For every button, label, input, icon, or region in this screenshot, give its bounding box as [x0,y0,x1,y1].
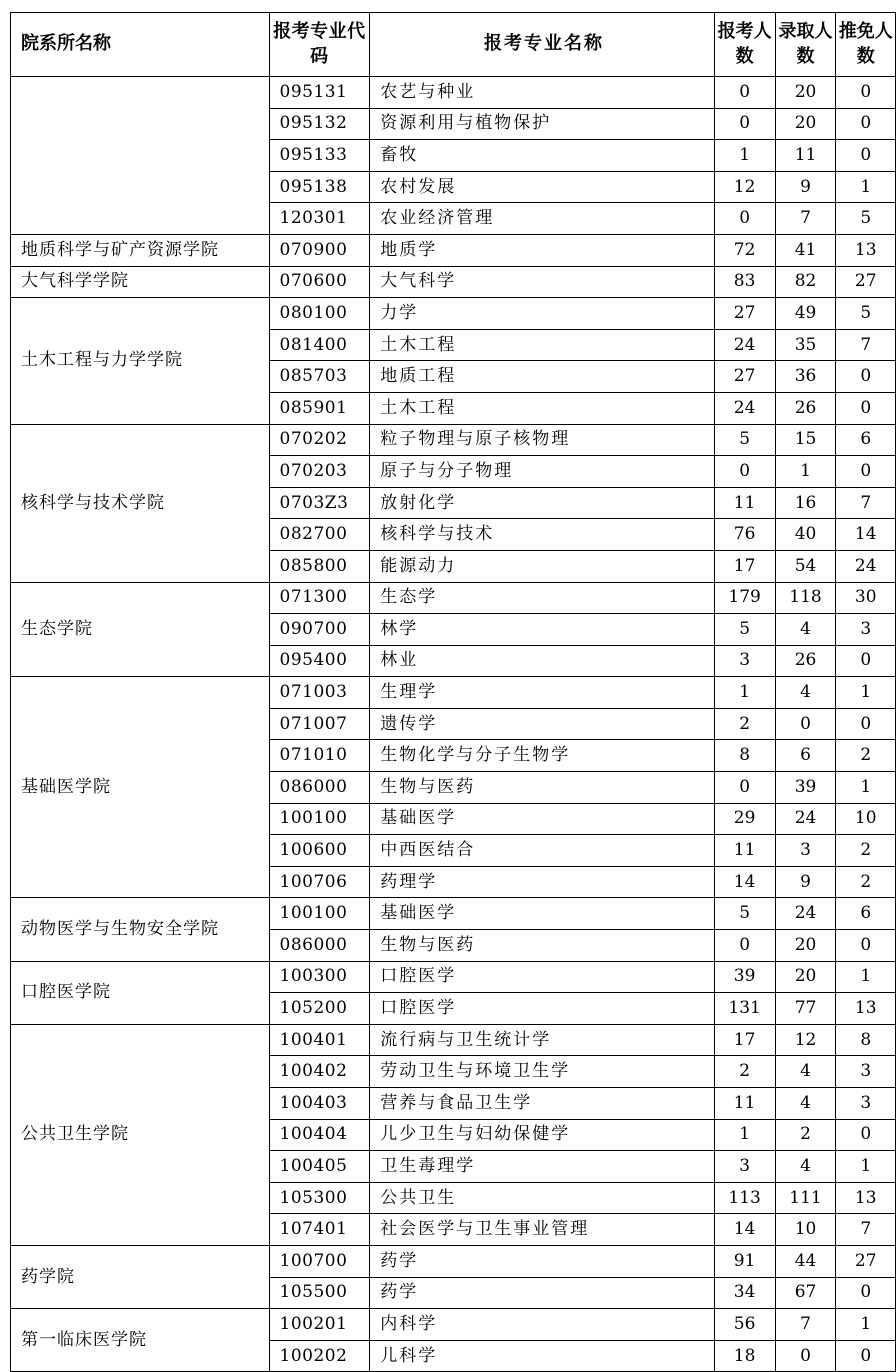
apply-count-cell: 91 [714,1245,775,1277]
admit-count-cell: 20 [775,961,836,993]
exempt-count-cell: 6 [836,898,896,930]
apply-count-cell: 11 [714,1088,775,1120]
code-cell: 105500 [269,1277,370,1309]
exempt-count-cell: 2 [836,740,896,772]
apply-count-cell: 0 [714,456,775,488]
major-name-cell: 畜牧 [370,140,714,172]
major-name-cell: 农业经济管理 [370,203,714,235]
header-code: 报考专业代码 [269,13,370,77]
apply-count-cell: 5 [714,424,775,456]
table-body [11,77,896,1372]
code-cell: 100404 [269,1119,370,1151]
dept-cell: 核科学与技术学院 [11,424,270,582]
apply-count-cell: 0 [714,203,775,235]
major-name-cell: 社会医学与卫生事业管理 [370,1214,714,1246]
major-name-cell: 生物与医药 [370,930,714,962]
exempt-count-cell: 2 [836,835,896,867]
major-name-cell: 内科学 [370,1309,714,1341]
apply-count-cell: 56 [714,1309,775,1341]
apply-count-cell: 113 [714,1182,775,1214]
admit-count-cell: 49 [775,298,836,330]
exempt-count-cell: 1 [836,1309,896,1341]
header-admit: 录取人数 [775,13,836,77]
admit-count-cell: 0 [775,1340,836,1372]
exempt-count-cell: 5 [836,203,896,235]
apply-count-cell: 1 [714,140,775,172]
admit-count-cell: 67 [775,1277,836,1309]
major-name-cell: 力学 [370,298,714,330]
exempt-count-cell: 7 [836,1214,896,1246]
apply-count-cell: 17 [714,550,775,582]
exempt-count-cell: 6 [836,424,896,456]
table-row [11,898,896,930]
apply-count-cell: 131 [714,993,775,1025]
apply-count-cell: 83 [714,266,775,298]
exempt-count-cell: 0 [836,77,896,109]
apply-count-cell: 39 [714,961,775,993]
admit-count-cell: 4 [775,1151,836,1183]
exempt-count-cell: 0 [836,1277,896,1309]
code-cell: 100600 [269,835,370,867]
table-row [11,424,896,456]
admit-count-cell: 9 [775,866,836,898]
admit-count-cell: 20 [775,77,836,109]
exempt-count-cell: 1 [836,772,896,804]
exempt-count-cell: 24 [836,550,896,582]
dept-cell [11,77,270,235]
code-cell: 071300 [269,582,370,614]
apply-count-cell: 17 [714,1024,775,1056]
exempt-count-cell: 1 [836,961,896,993]
major-name-cell: 放射化学 [370,487,714,519]
table-row [11,582,896,614]
admissions-table-container [10,12,896,1372]
apply-count-cell: 24 [714,329,775,361]
admit-count-cell: 2 [775,1119,836,1151]
admit-count-cell: 82 [775,266,836,298]
code-cell: 082700 [269,519,370,551]
admit-count-cell: 9 [775,171,836,203]
dept-cell: 土木工程与力学学院 [11,298,270,424]
exempt-count-cell: 30 [836,582,896,614]
major-name-cell: 中西医结合 [370,835,714,867]
code-cell: 105200 [269,993,370,1025]
admit-count-cell: 7 [775,1309,836,1341]
exempt-count-cell: 8 [836,1024,896,1056]
admit-count-cell: 4 [775,614,836,646]
apply-count-cell: 76 [714,519,775,551]
major-name-cell: 生理学 [370,677,714,709]
code-cell: 095132 [269,108,370,140]
code-cell: 071007 [269,708,370,740]
major-name-cell: 口腔医学 [370,993,714,1025]
major-name-cell: 核科学与技术 [370,519,714,551]
exempt-count-cell: 7 [836,329,896,361]
exempt-count-cell: 2 [836,866,896,898]
dept-cell: 公共卫生学院 [11,1024,270,1245]
exempt-count-cell: 0 [836,140,896,172]
dept-cell: 基础医学院 [11,677,270,898]
header-exempt: 推免人数 [836,13,896,77]
apply-count-cell: 1 [714,1119,775,1151]
apply-count-cell: 0 [714,77,775,109]
code-cell: 100100 [269,898,370,930]
admit-count-cell: 12 [775,1024,836,1056]
apply-count-cell: 12 [714,171,775,203]
admit-count-cell: 7 [775,203,836,235]
admit-count-cell: 11 [775,140,836,172]
table-row [11,298,896,330]
code-cell: 095133 [269,140,370,172]
exempt-count-cell: 0 [836,456,896,488]
admit-count-cell: 35 [775,329,836,361]
major-name-cell: 能源动力 [370,550,714,582]
code-cell: 070600 [269,266,370,298]
major-name-cell: 营养与食品卫生学 [370,1088,714,1120]
admit-count-cell: 41 [775,234,836,266]
major-name-cell: 农艺与种业 [370,77,714,109]
apply-count-cell: 72 [714,234,775,266]
apply-count-cell: 2 [714,1056,775,1088]
admissions-table [10,12,896,1372]
major-name-cell: 口腔医学 [370,961,714,993]
major-name-cell: 地质工程 [370,361,714,393]
admit-count-cell: 20 [775,108,836,140]
apply-count-cell: 14 [714,866,775,898]
apply-count-cell: 29 [714,803,775,835]
exempt-count-cell: 0 [836,361,896,393]
exempt-count-cell: 5 [836,298,896,330]
admit-count-cell: 39 [775,772,836,804]
exempt-count-cell: 3 [836,1088,896,1120]
apply-count-cell: 11 [714,487,775,519]
major-name-cell: 粒子物理与原子核物理 [370,424,714,456]
apply-count-cell: 24 [714,392,775,424]
code-cell: 095131 [269,77,370,109]
apply-count-cell: 14 [714,1214,775,1246]
code-cell: 095138 [269,171,370,203]
code-cell: 085901 [269,392,370,424]
apply-count-cell: 27 [714,361,775,393]
exempt-count-cell: 0 [836,645,896,677]
header-apply: 报考人数 [714,13,775,77]
major-name-cell: 药学 [370,1245,714,1277]
code-cell: 100405 [269,1151,370,1183]
table-row [11,77,896,109]
exempt-count-cell: 3 [836,1056,896,1088]
code-cell: 085800 [269,550,370,582]
major-name-cell: 资源利用与植物保护 [370,108,714,140]
code-cell: 086000 [269,772,370,804]
major-name-cell: 药学 [370,1277,714,1309]
code-cell: 100700 [269,1245,370,1277]
dept-cell: 生态学院 [11,582,270,677]
major-name-cell: 生态学 [370,582,714,614]
apply-count-cell: 0 [714,108,775,140]
table-row [11,677,896,709]
apply-count-cell: 11 [714,835,775,867]
exempt-count-cell: 13 [836,1182,896,1214]
major-name-cell: 基础医学 [370,803,714,835]
code-cell: 090700 [269,614,370,646]
dept-cell: 药学院 [11,1245,270,1308]
exempt-count-cell: 0 [836,1119,896,1151]
dept-cell: 动物医学与生物安全学院 [11,898,270,961]
exempt-count-cell: 7 [836,487,896,519]
exempt-count-cell: 10 [836,803,896,835]
major-name-cell: 生物化学与分子生物学 [370,740,714,772]
table-row [11,961,896,993]
code-cell: 080100 [269,298,370,330]
dept-cell: 第一临床医学院 [11,1309,270,1372]
admit-count-cell: 0 [775,708,836,740]
exempt-count-cell: 0 [836,108,896,140]
major-name-cell: 药理学 [370,866,714,898]
apply-count-cell: 5 [714,898,775,930]
apply-count-cell: 179 [714,582,775,614]
code-cell: 100403 [269,1088,370,1120]
major-name-cell: 土木工程 [370,329,714,361]
major-name-cell: 基础医学 [370,898,714,930]
exempt-count-cell: 13 [836,234,896,266]
apply-count-cell: 8 [714,740,775,772]
major-name-cell: 儿科学 [370,1340,714,1372]
table-row [11,234,896,266]
dept-cell: 大气科学学院 [11,266,270,298]
code-cell: 105300 [269,1182,370,1214]
dept-cell: 口腔医学院 [11,961,270,1024]
apply-count-cell: 27 [714,298,775,330]
apply-count-cell: 0 [714,772,775,804]
code-cell: 070900 [269,234,370,266]
apply-count-cell: 1 [714,677,775,709]
admit-count-cell: 1 [775,456,836,488]
apply-count-cell: 34 [714,1277,775,1309]
code-cell: 085703 [269,361,370,393]
major-name-cell: 儿少卫生与妇幼保健学 [370,1119,714,1151]
apply-count-cell: 0 [714,930,775,962]
admit-count-cell: 24 [775,898,836,930]
admit-count-cell: 111 [775,1182,836,1214]
code-cell: 086000 [269,930,370,962]
code-cell: 0703Z3 [269,487,370,519]
code-cell: 100201 [269,1309,370,1341]
dept-cell: 地质科学与矿产资源学院 [11,234,270,266]
major-name-cell: 生物与医药 [370,772,714,804]
exempt-count-cell: 1 [836,171,896,203]
table-row [11,1309,896,1341]
code-cell: 100100 [269,803,370,835]
exempt-count-cell: 14 [836,519,896,551]
major-name-cell: 劳动卫生与环境卫生学 [370,1056,714,1088]
admit-count-cell: 3 [775,835,836,867]
major-name-cell: 遗传学 [370,708,714,740]
code-cell: 100300 [269,961,370,993]
header-dept: 院系所名称 [11,13,270,77]
admit-count-cell: 26 [775,645,836,677]
exempt-count-cell: 3 [836,614,896,646]
code-cell: 071010 [269,740,370,772]
exempt-count-cell: 1 [836,1151,896,1183]
code-cell: 100402 [269,1056,370,1088]
major-name-cell: 林业 [370,645,714,677]
exempt-count-cell: 0 [836,392,896,424]
code-cell: 120301 [269,203,370,235]
major-name-cell: 原子与分子物理 [370,456,714,488]
apply-count-cell: 5 [714,614,775,646]
apply-count-cell: 18 [714,1340,775,1372]
header-name: 报考专业名称 [370,13,714,77]
admit-count-cell: 6 [775,740,836,772]
admit-count-cell: 118 [775,582,836,614]
code-cell: 107401 [269,1214,370,1246]
admit-count-cell: 4 [775,1056,836,1088]
exempt-count-cell: 13 [836,993,896,1025]
table-row [11,266,896,298]
admit-count-cell: 16 [775,487,836,519]
admit-count-cell: 24 [775,803,836,835]
major-name-cell: 农村发展 [370,171,714,203]
exempt-count-cell: 1 [836,677,896,709]
admit-count-cell: 44 [775,1245,836,1277]
apply-count-cell: 3 [714,1151,775,1183]
code-cell: 100401 [269,1024,370,1056]
code-cell: 100706 [269,866,370,898]
code-cell: 070203 [269,456,370,488]
apply-count-cell: 2 [714,708,775,740]
admit-count-cell: 10 [775,1214,836,1246]
major-name-cell: 土木工程 [370,392,714,424]
table-header-row [11,13,896,77]
admit-count-cell: 4 [775,1088,836,1120]
admit-count-cell: 36 [775,361,836,393]
major-name-cell: 公共卫生 [370,1182,714,1214]
admit-count-cell: 77 [775,993,836,1025]
admit-count-cell: 20 [775,930,836,962]
major-name-cell: 卫生毒理学 [370,1151,714,1183]
exempt-count-cell: 0 [836,930,896,962]
exempt-count-cell: 0 [836,708,896,740]
major-name-cell: 地质学 [370,234,714,266]
code-cell: 071003 [269,677,370,709]
table-row [11,1024,896,1056]
apply-count-cell: 3 [714,645,775,677]
code-cell: 070202 [269,424,370,456]
admit-count-cell: 40 [775,519,836,551]
exempt-count-cell: 27 [836,266,896,298]
admit-count-cell: 26 [775,392,836,424]
admit-count-cell: 15 [775,424,836,456]
major-name-cell: 林学 [370,614,714,646]
exempt-count-cell: 27 [836,1245,896,1277]
code-cell: 100202 [269,1340,370,1372]
code-cell: 095400 [269,645,370,677]
major-name-cell: 大气科学 [370,266,714,298]
major-name-cell: 流行病与卫生统计学 [370,1024,714,1056]
admit-count-cell: 54 [775,550,836,582]
admit-count-cell: 4 [775,677,836,709]
code-cell: 081400 [269,329,370,361]
exempt-count-cell: 0 [836,1340,896,1372]
table-row [11,1245,896,1277]
